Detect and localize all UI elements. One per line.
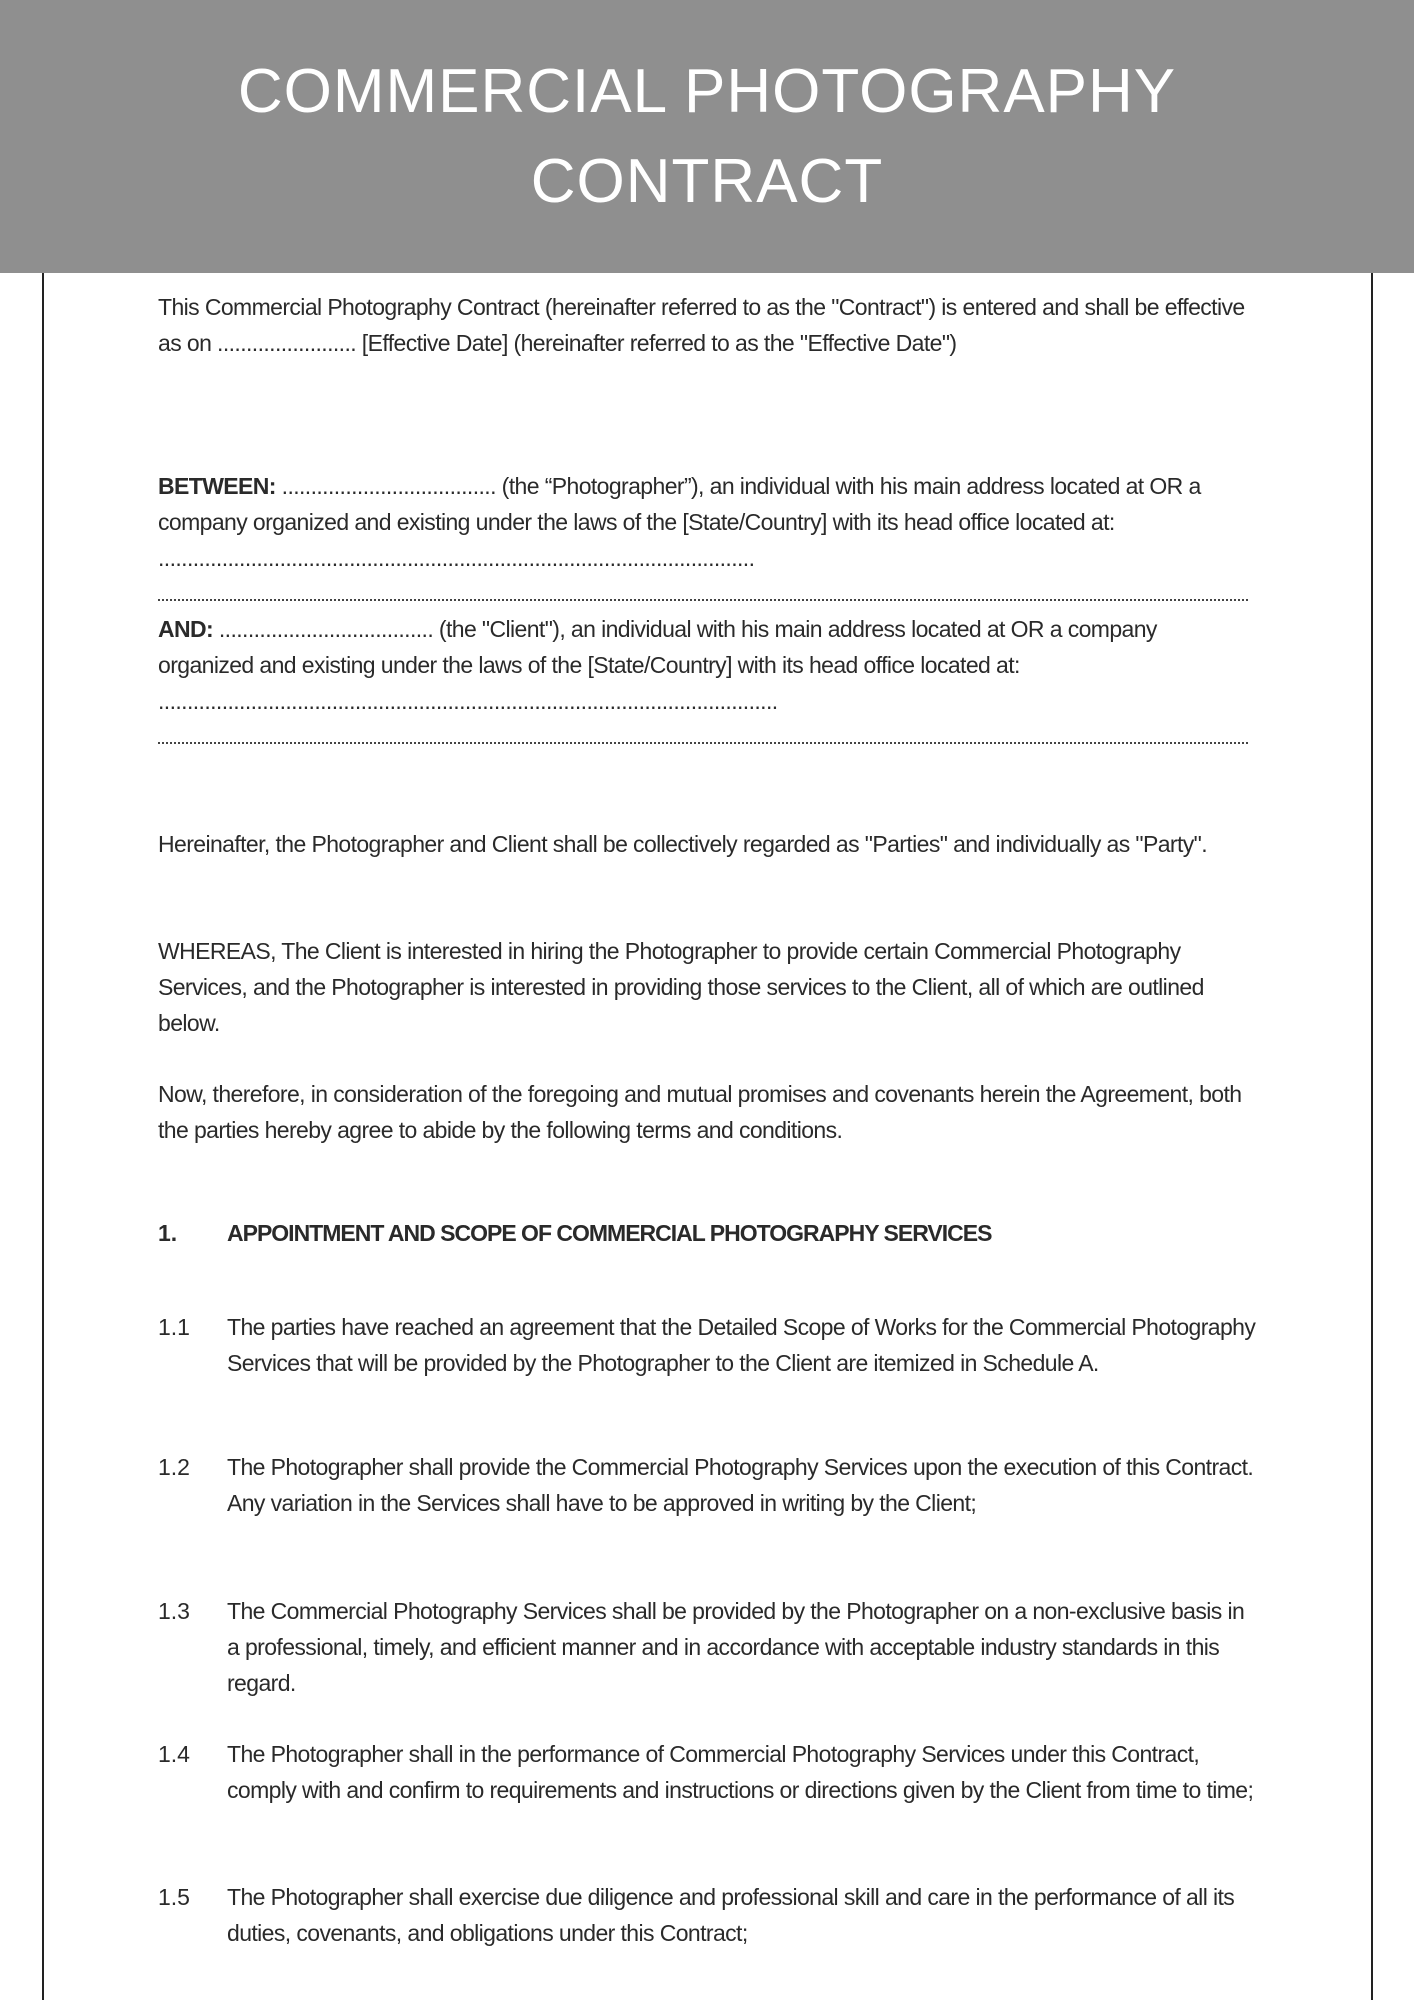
intro-paragraph: This Commercial Photography Contract (hereinafter referred to as the "Contract") is entered and shall be effective as on ........................ [Effective Date] (hereinafter referred to as the "Effective Date") [158, 294, 1245, 356]
document-title-line1: COMMERCIAL PHOTOGRAPHY [237, 57, 1177, 126]
whereas-paragraph: WHEREAS, The Client is interested in hiring the Photographer to provide certain Commercial Photography Services, and the Photographer is interested in providing those services to the Client, all of which are outlined below. [158, 938, 1204, 1036]
clause-number: 1.5 [158, 1884, 190, 1910]
clause-number: 1.4 [158, 1741, 190, 1767]
section-heading: APPOINTMENT AND SCOPE OF COMMERCIAL PHOTOGRAPHY SERVICES [227, 1220, 992, 1246]
clause-number: 1.2 [158, 1454, 190, 1480]
between-label: BETWEEN: [158, 473, 276, 499]
and-text: ..................................... (the "Client"), an individual with his main address located at OR a company organized and existing under the laws of the [State/Country] with its head office located at: ........................................................................................................... [158, 616, 1157, 714]
clause-text: The Commercial Photography Services shall be provided by the Photographer on a non-exclusive basis in a professional, timely, and efficient manner and in accordance with acceptable industry standards in this regard. [227, 1598, 1245, 1696]
clause-number: 1.1 [158, 1314, 190, 1340]
title-banner [0, 0, 1414, 273]
section-number: 1. [158, 1220, 178, 1246]
and-paragraph [158, 611, 1258, 719]
document-title-line2: CONTRACT [530, 147, 884, 216]
between-paragraph [158, 468, 1258, 576]
page-border-left [42, 273, 44, 2000]
clause-text: The Photographer shall in the performance of Commercial Photography Services under this Contract, comply with and confirm to requirements and instructions or directions given by the Client from time to time; [227, 1741, 1254, 1803]
dotted-fill-line [158, 599, 1248, 601]
parties-paragraph: Hereinafter, the Photographer and Client shall be collectively regarded as "Parties" and individually as "Party". [158, 831, 1208, 857]
clause-text: The Photographer shall provide the Commercial Photography Services upon the execution of this Contract. Any variation in the Services shall have to be approved in writing by the Client; [227, 1454, 1254, 1516]
page-border-right [1371, 273, 1373, 2000]
clause-number: 1.3 [158, 1598, 190, 1624]
dotted-fill-line [158, 742, 1248, 744]
and-label: AND: [158, 616, 214, 642]
clause-text: The Photographer shall exercise due diligence and professional skill and care in the performance of all its duties, covenants, and obligations under this Contract; [227, 1884, 1235, 1946]
clause-text: The parties have reached an agreement that the Detailed Scope of Works for the Commercial Photography Services that will be provided by the Photographer to the Client are itemized in Schedule A. [227, 1314, 1256, 1376]
between-text: ..................................... (the “Photographer”), an individual with his main address located at OR a company organized and existing under the laws of the [State/Country] with its head office located at: ....................................................................................................... [158, 473, 1201, 571]
now-therefore-paragraph: Now, therefore, in consideration of the foregoing and mutual promises and covenants herein the Agreement, both the parties hereby agree to abide by the following terms and conditions. [158, 1081, 1242, 1143]
